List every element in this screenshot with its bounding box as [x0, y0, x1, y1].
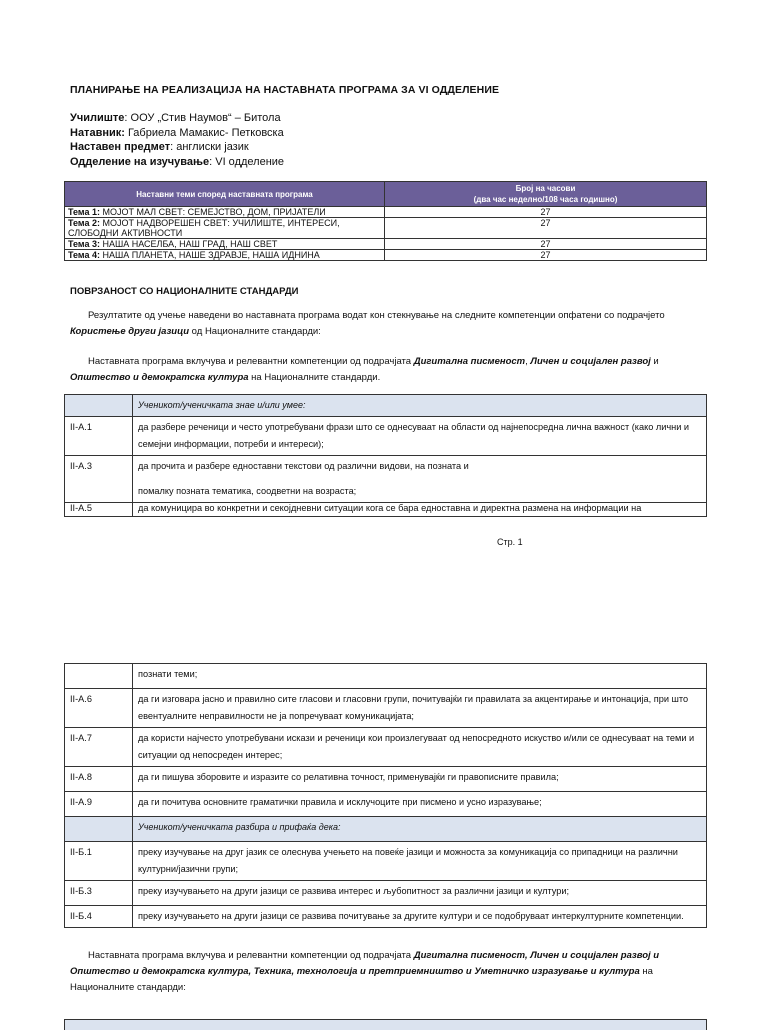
subject-row	[70, 140, 284, 155]
standard-text-cont: помалку позната тематика, соодветни на возраста;	[138, 486, 357, 496]
standards-table-part2	[64, 663, 707, 928]
document-title: ПЛАНИРАЊЕ НА РЕАЛИЗАЦИЈА НА НАСТАВНАТА ПРОГРАМА ЗА VI ОДДЕЛЕНИЕ	[70, 84, 500, 96]
school-info	[70, 111, 284, 169]
standard-text: да ги почитува основните граматички правила и исклучоците при писмено и усно изразување;	[133, 792, 707, 817]
paragraph-line	[70, 948, 700, 964]
meta-label: Натавник:	[70, 126, 125, 139]
topics-header-col2	[385, 182, 707, 207]
standard-row	[65, 906, 707, 928]
standard-row	[65, 689, 707, 728]
paragraph-related-areas	[70, 354, 700, 386]
standards-table-part1	[64, 394, 707, 517]
topic-row	[65, 250, 707, 261]
meta-label: Училиште	[70, 112, 125, 124]
paragraph-line	[70, 354, 700, 370]
meta-value: : VI одделение	[209, 155, 285, 168]
standard-text: да прочита и разбере едноставни текстови од различни видови, на позната и	[138, 461, 469, 471]
code-cell	[65, 395, 133, 417]
grade-row	[70, 155, 284, 170]
topic-hours: 27	[385, 218, 707, 239]
area-name: Користење други јазици	[70, 326, 190, 337]
page-number: Стр. 1	[497, 537, 523, 547]
standards-header-row	[65, 817, 707, 842]
area-name: Личен и социјален развој	[530, 356, 651, 367]
paragraph-tail: на Националните стандарди.	[248, 372, 381, 383]
topic-text-cont: СЛОБОДНИ АКТИВНОСТИ	[68, 228, 183, 238]
topic-cell	[65, 218, 385, 239]
standard-text: да комуницира во конкретни и секојдневни ситуации кога се бара едноставна и директна размена на информации на	[133, 503, 707, 517]
standard-text: да разбере реченици и често употребувани фрази што се однесуваат на области од најнепосредна лична важност (како лични и семејни информации, потреби и интереси);	[133, 417, 707, 456]
standard-code: II-Б.1	[65, 842, 133, 881]
standard-row	[65, 417, 707, 456]
paragraph-tail: од Националните стандарди:	[189, 326, 321, 337]
standard-row	[65, 728, 707, 767]
meta-label: Наставен предмет	[70, 141, 171, 153]
paragraph-text: Наставната програма вклучува и релевантни компетенции од подрачјата	[88, 950, 414, 961]
paragraph-line	[70, 964, 700, 980]
topics-header-row	[65, 182, 707, 207]
topic-hours: 27	[385, 207, 707, 218]
meta-value: : ООУ „Стив Наумов“ – Битола	[124, 112, 281, 124]
area-name: Дигитална писменост, Личен и социјален развој и	[413, 950, 660, 961]
topic-text: НАША НАСЕЛБА, НАШ ГРАД, НАШ СВЕТ	[99, 239, 278, 249]
standard-text-cell	[133, 456, 707, 503]
next-table-edge	[64, 1019, 707, 1030]
paragraph-line	[70, 324, 700, 340]
meta-value: Габриела Мамакис- Петковска	[124, 126, 284, 139]
standard-code: II-A.6	[65, 689, 133, 728]
topic-label: Тема 4:	[68, 250, 100, 260]
topic-hours: 27	[385, 239, 707, 250]
separator: ,	[525, 356, 531, 367]
area-name: Дигитална писменост	[413, 356, 526, 367]
paragraph-line: Националните стандарди:	[70, 982, 186, 993]
standard-code: II-A.9	[65, 792, 133, 817]
hours-header-note: (два час неделно/108 часа годишно)	[473, 195, 618, 204]
paragraph-related-areas-2	[70, 948, 700, 996]
standard-text: да ги пишува зборовите и изразите со релативна точност, применувајќи ги правописните правила;	[133, 767, 707, 792]
standards-header-row	[65, 395, 707, 417]
topic-text: МОЈОТ НАДВОРЕШЕН СВЕТ: УЧИЛИШТЕ, ИНТЕРЕСИ,	[99, 218, 340, 228]
standard-code: II-Б.3	[65, 881, 133, 906]
standard-code: II-A.3	[65, 456, 133, 503]
standard-row	[65, 503, 707, 517]
standard-text: преку изучувањето на други јазици се развива почитување за другите култури и се подобруваат интеркултурните компетенции.	[133, 906, 707, 928]
code-cell	[65, 664, 133, 689]
topics-header-col1: Наставни теми според наставната програма	[65, 182, 385, 207]
topic-row	[65, 239, 707, 250]
standard-row-continued	[65, 664, 707, 689]
standard-text: да ги изговара јасно и правилно сите гласови и гласовни групи, почитувајќи ги правилата за акцентирање и интонација, при што евентуалните неправилности не ја попречуваат комуникацијата;	[133, 689, 707, 728]
code-cell	[65, 817, 133, 842]
standards-header: Ученикот/ученичката разбира и прифаќа дека:	[133, 817, 707, 842]
standard-text: познати теми;	[133, 664, 707, 689]
topic-cell	[65, 250, 385, 261]
school-row	[70, 111, 284, 126]
topic-label: Тема 1:	[68, 207, 100, 217]
standard-row	[65, 792, 707, 817]
topic-row	[65, 218, 707, 239]
standard-row	[65, 456, 707, 503]
teacher-row	[70, 126, 284, 141]
standard-text: преку изучување на друг јазик се олеснува учењето на повеќе јазици и можноста за комуникација со припадници на различни културни/јазични групи;	[133, 842, 707, 881]
paragraph-text: Наставната програма вклучува и релевантни компетенции од подрачјата	[88, 356, 414, 367]
standard-row	[65, 881, 707, 906]
hours-header: Број на часови	[515, 184, 576, 193]
standard-code: II-A.7	[65, 728, 133, 767]
paragraph-line: Резултатите од учење наведени во наставната програма водат кон стекнување на следните компетенции опфатени со подрачјето	[88, 310, 665, 321]
standard-code: II-A.1	[65, 417, 133, 456]
topic-row	[65, 207, 707, 218]
topic-text: НАША ПЛАНЕТА, НАШЕ ЗДРАВЈЕ, НАША ИДНИНА	[99, 250, 320, 260]
standard-code: II-A.5	[65, 503, 133, 517]
standard-code: II-A.8	[65, 767, 133, 792]
standard-code: II-Б.4	[65, 906, 133, 928]
paragraph-tail: на	[639, 966, 653, 977]
meta-label: Одделение на изучување	[70, 155, 210, 168]
meta-value: : англиски јазик	[170, 141, 249, 153]
separator: и	[650, 356, 659, 367]
topic-label: Тема 2:	[68, 218, 100, 228]
section-title: ПОВРЗАНОСТ СО НАЦИОНАЛНИТЕ СТАНДАРДИ	[70, 286, 299, 297]
area-name: Општество и демократска култура, Техника, технологија и претприемништво и Уметничко изразување и култура	[70, 966, 640, 977]
standard-text: преку изучувањето на други јазици се развива интерес и љубопитност за различни јазици и култури;	[133, 881, 707, 906]
topic-hours: 27	[385, 250, 707, 261]
standards-header: Ученикот/ученичката знае и/или умее:	[133, 395, 707, 417]
area-name: Општество и демократска култура	[70, 372, 249, 383]
topics-table	[64, 181, 707, 261]
topic-cell	[65, 207, 385, 218]
paragraph-standards-intro	[70, 308, 700, 340]
topic-text: МОЈОТ МАЛ СВЕТ: СЕМЕЈСТВО, ДОМ, ПРИЈАТЕЛИ	[99, 207, 326, 217]
paragraph-line	[70, 370, 700, 386]
topic-cell	[65, 239, 385, 250]
standard-text: да користи најчесто употребувани искази и реченици кои произлегуваат од непосредното искуство и/или се однесуваат на теми и ситуации од непосреден интерес;	[133, 728, 707, 767]
standard-row	[65, 767, 707, 792]
topic-label: Тема 3:	[68, 239, 100, 249]
standard-row	[65, 842, 707, 881]
